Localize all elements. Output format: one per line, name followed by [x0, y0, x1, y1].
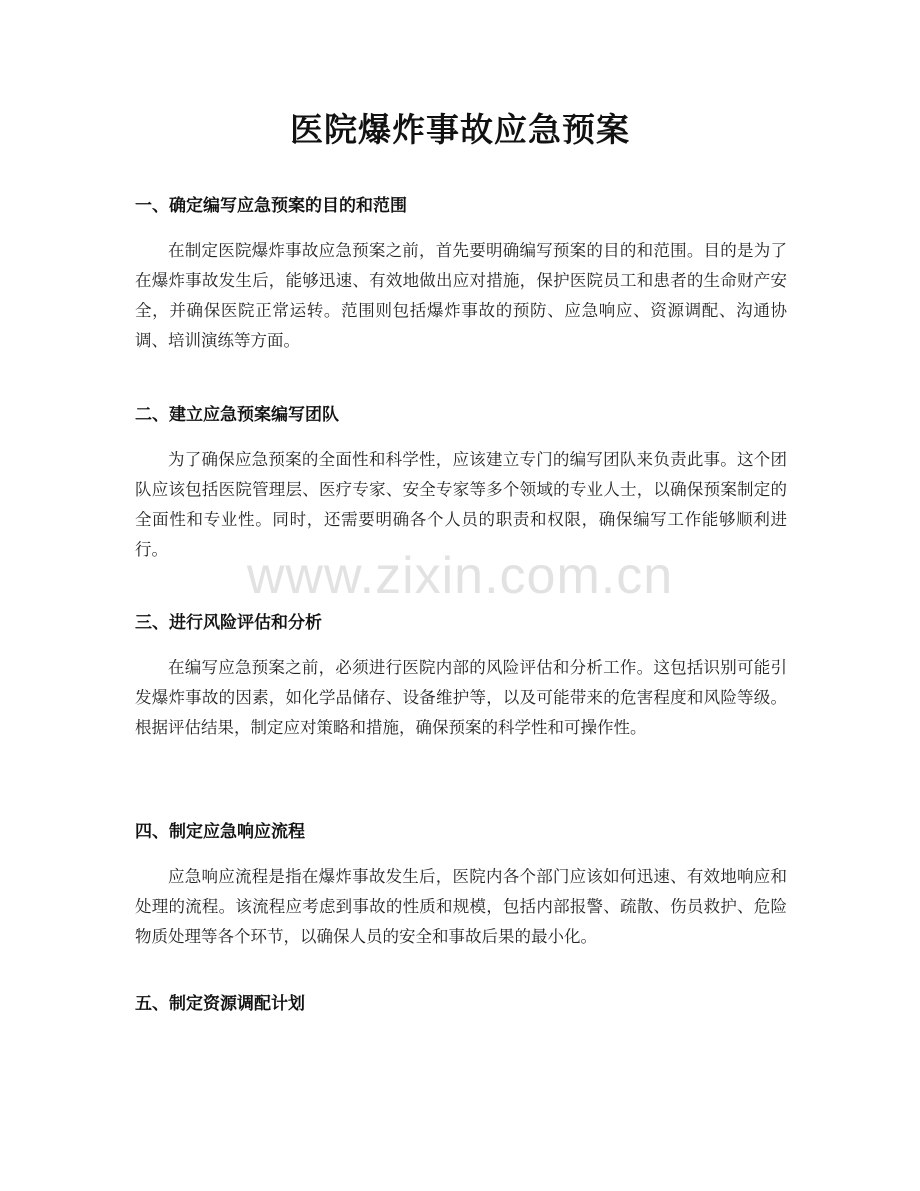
section-paragraph-3: 在编写应急预案之前，必须进行医院内部的风险评估和分析工作。这包括识别可能引发爆炸事故的因素，如化学品储存、设备维护等，以及可能带来的危害程度和风险等级。根据评估结果，制定应对策略和措施，确保预案的科学性和可操作性。 — [135, 658, 787, 737]
section-paragraph-4: 应急响应流程是指在爆炸事故发生后，医院内各个部门应该如何迅速、有效地响应和处理的流程。该流程应考虑到事故的性质和规模，包括内部报警、疏散、伤员救护、危险物质处理等各个环节，以确保人员的安全和事故后果的最小化。 — [135, 867, 787, 946]
watermark-text: www.zixin.com.cn — [246, 547, 674, 605]
section-heading-1: 一、确定编写应急预案的目的和范围 — [135, 196, 407, 216]
section-paragraph-2: 为了确保应急预案的全面性和科学性，应该建立专门的编写团队来负责此事。这个团队应该包括医院管理层、医疗专家、安全专家等多个领域的专业人士，以确保预案制定的全面性和专业性。同时，还需要明确各个人员的职责和权限，确保编写工作能够顺利进行。 — [135, 450, 787, 559]
section-heading-3: 三、进行风险评估和分析 — [135, 613, 322, 633]
section-heading-5: 五、制定资源调配计划 — [135, 994, 305, 1014]
document-title: 医院爆炸事故应急预案 — [290, 110, 630, 149]
section-heading-4: 四、制定应急响应流程 — [135, 822, 305, 842]
section-heading-2: 二、建立应急预案编写团队 — [135, 405, 339, 425]
section-paragraph-1: 在制定医院爆炸事故应急预案之前，首先要明确编写预案的目的和范围。目的是为了在爆炸事故发生后，能够迅速、有效地做出应对措施，保护医院员工和患者的生命财产安全，并确保医院正常运转。范围则包括爆炸事故的预防、应急响应、资源调配、沟通协调、培训演练等方面。 — [135, 241, 787, 350]
